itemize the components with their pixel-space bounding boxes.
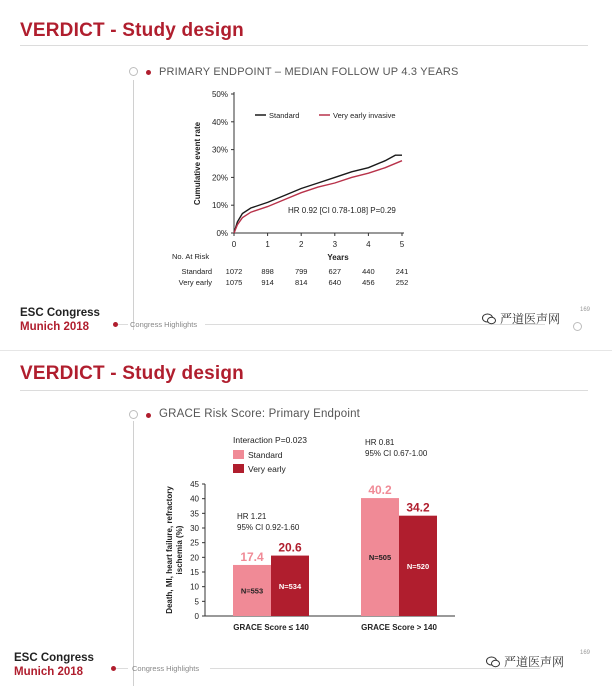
bar-value-label: 17.4 [240,549,264,564]
risk-table-cell: 814 [294,278,308,287]
hr-annotation-line1: HR 1.21 [237,512,267,521]
risk-table-cell: 1072 [225,267,243,276]
risk-table-cell: 456 [362,278,375,287]
congress-highlights-label: Congress Highlights [130,320,198,329]
esc-line1: ESC Congress [14,652,94,664]
x-tick-label: 2 [298,240,304,249]
watermark [486,653,564,670]
y-tick-label: 20 [190,553,199,563]
footer-rule-left [116,668,128,669]
x-tick-label: 3 [332,240,338,249]
y-tick-label: 15 [190,568,199,577]
bar-value-label: 20.6 [278,540,302,555]
hr-annotation-line2: 95% CI 0.67-1.00 [365,449,428,458]
bar-chart [0,351,612,651]
hr-annotation: HR 0.92 [CI 0.78-1.08] P=0.29 [288,206,396,215]
y-axis-label-line1: Death, MI, heart failure, refractory [165,486,174,614]
esc-congress-logo [14,651,94,679]
risk-table-cell: 440 [362,267,375,276]
y-tick-label: 50% [211,90,228,99]
esc-line2: Munich 2018 [20,321,90,333]
x-tick-label: 1 [265,240,270,249]
y-tick-label: 40 [190,494,199,504]
y-tick-label: 20% [211,173,228,183]
y-axis-label-line2: ischemia (%) [175,525,184,575]
y-tick-label: 10 [190,582,199,592]
watermark-text: 严道医声网 [504,655,565,669]
risk-table-cell: 1075 [225,278,243,287]
y-tick-label: 0% [216,229,228,238]
y-tick-label: 0 [194,612,199,621]
watermark-text: 严道医声网 [500,312,561,326]
watermark [482,310,560,327]
interaction-annotation: Interaction P=0.023 [233,435,307,445]
legend-label: Very early [248,464,286,474]
x-tick-label: 5 [399,240,405,249]
footer-end-node-icon [573,322,582,331]
legend-label: Standard [248,450,283,460]
wechat-icon [486,656,500,668]
esc-congress-logo [20,306,100,334]
y-tick-label: 25 [190,538,199,548]
bar-n-label: N=534 [278,581,302,591]
y-tick-label: 30 [190,524,199,533]
risk-table-cell: 252 [395,278,409,287]
congress-highlights-label: Congress Highlights [132,664,200,673]
x-tick-label: 4 [366,240,371,249]
series-line-very-early [234,161,402,233]
x-axis-label: Years [327,253,349,262]
y-tick-label: 45 [190,480,199,489]
hr-annotation-line2: 95% CI 0.92-1.60 [237,523,300,532]
slide-title: VERDICT - Study design [20,363,244,384]
risk-table-row-label: Standard [181,267,212,276]
esc-line1: ESC Congress [20,307,100,319]
hr-annotation-line1: HR 0.81 [365,438,395,447]
bar-n-label: N=505 [368,553,392,563]
y-tick-label: 5 [194,597,199,607]
legend-swatch [233,450,244,459]
esc-line2: Munich 2018 [14,666,84,678]
risk-table-cell: 241 [395,267,409,276]
legend-label: Standard [269,111,300,120]
wechat-icon [482,313,496,325]
x-category-label: GRACE Score ≤ 140 [233,623,309,632]
bar-value-label: 40.2 [368,483,392,498]
y-tick-label: 35 [190,509,199,519]
y-axis-label: Cumulative event rate [193,121,202,206]
bar-n-label: N=553 [240,586,264,596]
chart-subtitle: GRACE Risk Score: Primary Endpoint [159,408,361,420]
bar-value-label: 34.2 [406,500,430,515]
watermark-number: 169 [580,650,591,656]
footer-rule-left [118,324,128,325]
risk-table-cell: 898 [261,267,274,276]
risk-table-cell: 914 [261,278,274,287]
risk-table-header: No. At Risk [172,252,210,261]
legend-label: Very early invasive [333,111,396,120]
risk-table-cell: 799 [294,267,308,276]
y-tick-label: 40% [211,117,228,127]
legend-swatch [233,464,244,473]
bar-n-label: N=520 [406,561,430,571]
series-line-standard [234,155,402,233]
slide-grace-bar [0,350,612,696]
y-tick-label: 30% [211,145,228,155]
risk-table-cell: 640 [328,278,342,287]
risk-table-row-label: Very early [178,278,212,287]
y-tick-label: 10% [211,201,228,211]
risk-table-cell: 627 [328,267,342,276]
watermark-number: 169 [580,307,591,313]
slide-title: VERDICT - Study design [20,20,244,41]
x-tick-label: 0 [231,240,237,249]
chart-subtitle: PRIMARY ENDPOINT – MEDIAN FOLLOW UP 4.3 YEARS [159,66,459,78]
km-chart [0,0,612,300]
x-category-label: GRACE Score > 140 [361,623,437,632]
